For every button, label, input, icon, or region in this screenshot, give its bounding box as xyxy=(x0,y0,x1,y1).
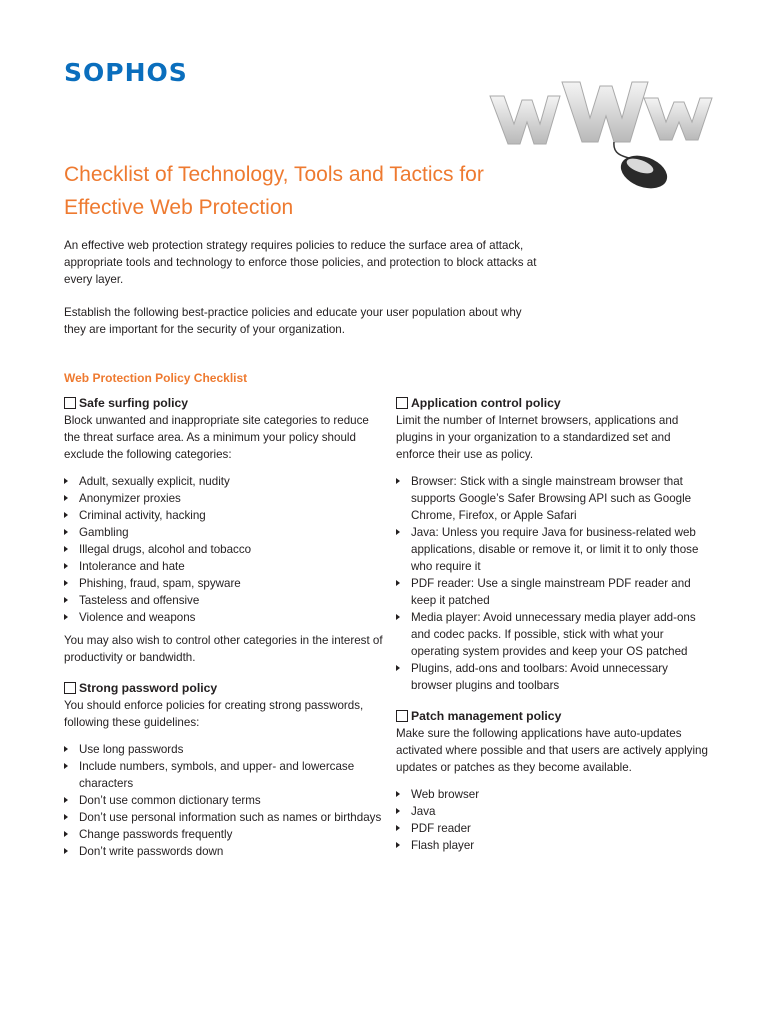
list-item: Use long passwords xyxy=(64,741,384,758)
strong-password-body: You should enforce policies for creating strong passwords, following these guidelines: xyxy=(64,699,364,729)
list-item: Don’t use personal information such as names or birthdays xyxy=(64,809,384,826)
list-item: Media player: Avoid unnecessary media player add-ons and codec packs. If possible, stick with what your operating system provides and keep your OS patched xyxy=(396,609,711,660)
safe-surfing-title: Safe surfing policy xyxy=(79,395,189,410)
list-item: Intolerance and hate xyxy=(64,558,384,575)
list-item: Gambling xyxy=(64,524,384,541)
safe-surfing-body: Block unwanted and inappropriate site categories to reduce the threat surface area. As a minimum your policy should exclude the following categories: xyxy=(64,414,369,461)
patch-mgmt-title: Patch management policy xyxy=(411,708,562,723)
list-item: Don’t use common dictionary terms xyxy=(64,792,384,809)
app-control-body: Limit the number of Internet browsers, applications and plugins in your organization to a standardized set and enforce their use as policy. xyxy=(396,414,679,461)
safe-surfing-list xyxy=(64,473,384,626)
checkbox-icon xyxy=(64,397,76,409)
list-item: Violence and weapons xyxy=(64,609,384,626)
list-item: Don’t write passwords down xyxy=(64,843,384,860)
safe-surfing-heading xyxy=(64,394,384,412)
list-item: PDF reader xyxy=(396,820,711,837)
intro-paragraph-2: Establish the following best-practice policies and educate your user population about why they are important for the security of your organization. xyxy=(64,306,522,336)
right-column xyxy=(396,394,711,854)
sophos-logo xyxy=(64,58,194,88)
logo-text: SOPHOS xyxy=(64,58,188,87)
list-item: Criminal activity, hacking xyxy=(64,507,384,524)
list-item: Change passwords frequently xyxy=(64,826,384,843)
page-title: Checklist of Technology, Tools and Tactics for Effective Web Protection xyxy=(64,163,484,219)
patch-mgmt-heading xyxy=(396,707,711,725)
patch-mgmt-list xyxy=(396,786,711,854)
list-item: Java: Unless you require Java for business-related web applications, disable or remove it, or limit it to only those who require it xyxy=(396,524,711,575)
strong-password-list xyxy=(64,741,384,860)
checkbox-icon xyxy=(396,710,408,722)
app-control-list xyxy=(396,473,711,694)
list-item: Web browser xyxy=(396,786,711,803)
list-item: Include numbers, symbols, and upper- and lowercase characters xyxy=(64,758,384,792)
checklist-heading: Web Protection Policy Checklist xyxy=(64,371,248,385)
list-item: Phishing, fraud, spam, spyware xyxy=(64,575,384,592)
list-item: Browser: Stick with a single mainstream browser that supports Google’s Safer Browsing API such as Google Chrome, Firefox, or Apple Safari xyxy=(396,473,711,524)
list-item: Plugins, add-ons and toolbars: Avoid unnecessary browser plugins and toolbars xyxy=(396,660,711,694)
list-item: Flash player xyxy=(396,837,711,854)
checkbox-icon xyxy=(396,397,408,409)
www-mouse-illustration xyxy=(484,60,724,200)
strong-password-heading xyxy=(64,679,384,697)
safe-surfing-footer: You may also wish to control other categories in the interest of productivity or bandwidth. xyxy=(64,634,383,664)
list-item: PDF reader: Use a single mainstream PDF reader and keep it patched xyxy=(396,575,711,609)
strong-password-title: Strong password policy xyxy=(79,680,218,695)
left-column xyxy=(64,394,384,860)
checkbox-icon xyxy=(64,682,76,694)
patch-mgmt-body: Make sure the following applications have auto-updates activated where possible and that users are actively applying updates or patches as they become available. xyxy=(396,727,708,774)
app-control-heading xyxy=(396,394,711,412)
list-item: Java xyxy=(396,803,711,820)
app-control-title: Application control policy xyxy=(411,395,561,410)
intro-paragraph-1: An effective web protection strategy requires policies to reduce the surface area of attack, appropriate tools and technology to enforce those policies, and protection to block attacks at every layer. xyxy=(64,239,537,286)
list-item: Tasteless and offensive xyxy=(64,592,384,609)
list-item: Adult, sexually explicit, nudity xyxy=(64,473,384,490)
list-item: Anonymizer proxies xyxy=(64,490,384,507)
list-item: Illegal drugs, alcohol and tobacco xyxy=(64,541,384,558)
